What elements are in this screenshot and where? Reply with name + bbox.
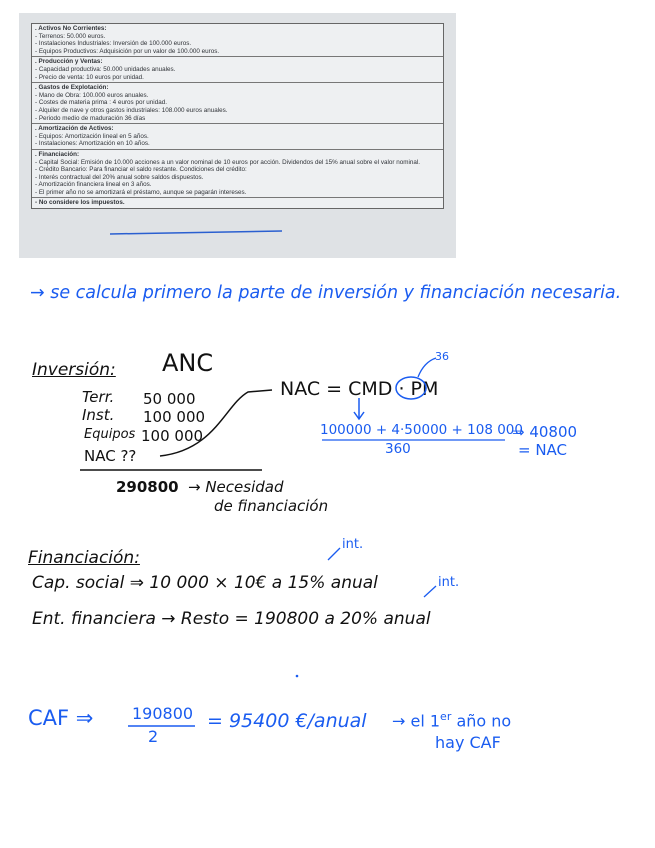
- table-section: [32, 83, 443, 124]
- formula-result-nac: = NAC: [518, 441, 568, 459]
- section-title: . Producción y Ventas:: [35, 58, 103, 66]
- table-section: [32, 124, 443, 150]
- section-line: - Terrenos: 50.000 euros.: [35, 32, 106, 40]
- int-arrow-2: [424, 586, 436, 597]
- table-section: [32, 24, 443, 57]
- section-line: - Crédito Bancario: Para financiar el saldo restante. Condiciones del crédito:: [35, 166, 247, 174]
- table-section: [32, 198, 443, 208]
- inversion-heading: Inversión:: [32, 360, 116, 380]
- pm-days: 36: [435, 350, 449, 363]
- section-line: - El primer año no se amortizará el préstamo, aunque se pagarán intereses.: [35, 188, 247, 196]
- section-title: . Financiación:: [35, 150, 80, 158]
- section-title: . Amortización de Activos:: [35, 125, 114, 133]
- section-line: - Capacidad productiva: 50.000 unidades anuales.: [35, 65, 176, 73]
- anc-label: ANC: [162, 349, 214, 377]
- int-note-2: int.: [438, 575, 460, 590]
- section-title: . Gastos de Explotación:: [35, 84, 109, 92]
- section-line: - Instalaciones: Amortización en 10 años.: [35, 140, 150, 148]
- terr-label: Terr.: [82, 388, 115, 406]
- section-line: - Equipos: Amortización lineal en 5 años.: [35, 132, 149, 140]
- caf-label: CAF ⇒: [28, 706, 94, 730]
- nac-label: NAC ??: [84, 447, 137, 465]
- cap-social-line: Cap. social ⇒ 10 000 × 10€ a 15% anual: [32, 573, 378, 593]
- section-line: - Alquiler de nave y otros gastos industriales: 108.000 euros anuales.: [35, 106, 228, 114]
- problem-photo: [19, 13, 456, 258]
- table-section: [32, 150, 443, 199]
- table-section: [32, 57, 443, 83]
- stray-dot: [296, 675, 299, 678]
- caf-note-1-text: → el 1: [392, 711, 441, 731]
- section-title: - No considere los impuestos.: [35, 199, 125, 207]
- section-line: - Equipos Productivos: Adquisición por un valor de 100.000 euros.: [35, 47, 220, 55]
- section-line: - Amortización financiera lineal en 3 años.: [35, 181, 152, 189]
- section-line: - Instalaciones Industriales: Inversión de 100.000 euros.: [35, 40, 192, 48]
- inst-label: Inst.: [82, 406, 115, 424]
- financiacion-heading: Financiación:: [28, 548, 140, 568]
- formula-denominator: 360: [385, 441, 411, 457]
- problem-table: [31, 23, 444, 209]
- de-financiacion-label: de financiación: [214, 497, 329, 515]
- equipos-label: Equipos: [84, 427, 136, 442]
- formula-numerator: 100000 + 4·50000 + 108 000: [320, 422, 523, 438]
- section-line: - Capital Social: Emisión de 10.000 acciones a un valor nominal de 10 euros por acción. Dividendos del 15% anual sobre el valor nominal.: [35, 158, 421, 166]
- caf-numerator: 190800: [132, 704, 194, 723]
- int-note-1: int.: [342, 537, 364, 552]
- terr-value: 50 000: [143, 390, 196, 408]
- section-line: - Costes de materia prima : 4 euros por unidad.: [35, 99, 167, 107]
- caf-note-2-text: año no: [456, 711, 512, 731]
- int-arrow-1: [328, 548, 340, 560]
- section-title: . Activos No Corrientes:: [35, 25, 107, 32]
- equipos-value: 100 000: [141, 427, 204, 445]
- caf-note-1: [392, 710, 511, 730]
- total-value: 290800: [116, 478, 179, 496]
- caf-note-sup: er: [440, 710, 452, 723]
- inst-value: 100 000: [143, 408, 206, 426]
- caf-result: = 95400 €/anual: [207, 710, 367, 732]
- section-line: - Periodo medio de maduración 36 días: [35, 114, 146, 122]
- necesidad-label: → Necesidad: [188, 478, 284, 496]
- formula-result: ⇒ 40800: [512, 423, 578, 441]
- section-line: - Mano de Obra: 100.000 euros anuales.: [35, 91, 149, 99]
- ent-financiera-line: Ent. financiera → Resto = 190800 a 20% anual: [32, 609, 431, 629]
- section-line: - Precio de venta: 10 euros por unidad.: [35, 73, 144, 81]
- section-line: - Interés contractual del 20% anual sobre saldos dispuestos.: [35, 173, 204, 181]
- caf-note-3: hay CAF: [435, 733, 501, 752]
- intro-note: → se calcula primero la parte de inversión y financiación necesaria.: [30, 283, 622, 303]
- caf-denominator: 2: [148, 727, 159, 746]
- pm-arrow: [418, 358, 436, 377]
- nac-formula: NAC = CMD · PM: [280, 378, 439, 400]
